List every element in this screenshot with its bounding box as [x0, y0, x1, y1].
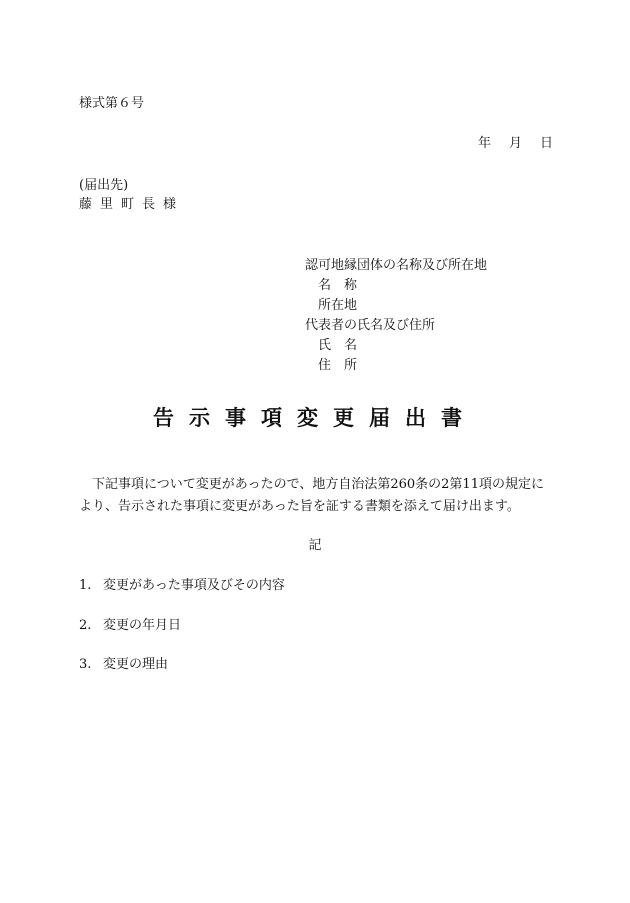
item-number: 2.	[79, 618, 92, 633]
list-item	[79, 578, 285, 594]
document-title: 告示事項変更届出書	[153, 406, 477, 430]
date-month-label: 月	[509, 136, 523, 151]
date-year-label: 年	[478, 136, 492, 151]
item-number: 3.	[79, 657, 92, 672]
form-number: 様式第６号	[79, 96, 145, 111]
org-heading: 認可地縁団体の名称及び所在地	[305, 258, 488, 273]
list-item	[79, 618, 181, 634]
item-label: 変更の理由	[103, 657, 169, 672]
item-label: 変更があった事項及びその内容	[103, 578, 285, 593]
ki-heading: 記	[308, 538, 322, 553]
addressee: 藤里町長様	[79, 197, 185, 212]
rep-heading: 代表者の氏名及び住所	[305, 318, 436, 333]
rep-address-label: 住 所	[318, 358, 358, 373]
list-item	[79, 657, 168, 673]
rep-name-label: 氏 名	[318, 338, 358, 353]
address-to-label: (届出先)	[79, 178, 129, 193]
org-name-label: 名 称	[318, 278, 358, 293]
org-location-label: 所在地	[318, 298, 358, 313]
body-text: 下記事項について変更があったので、地方自治法第260条の2第11項の規定により、告示された事項に変更があった旨を証する書類を添えて届け出ます。	[79, 477, 544, 514]
item-label: 変更の年月日	[103, 618, 182, 633]
item-number: 1.	[79, 578, 92, 593]
date-day-label: 日	[540, 136, 554, 151]
